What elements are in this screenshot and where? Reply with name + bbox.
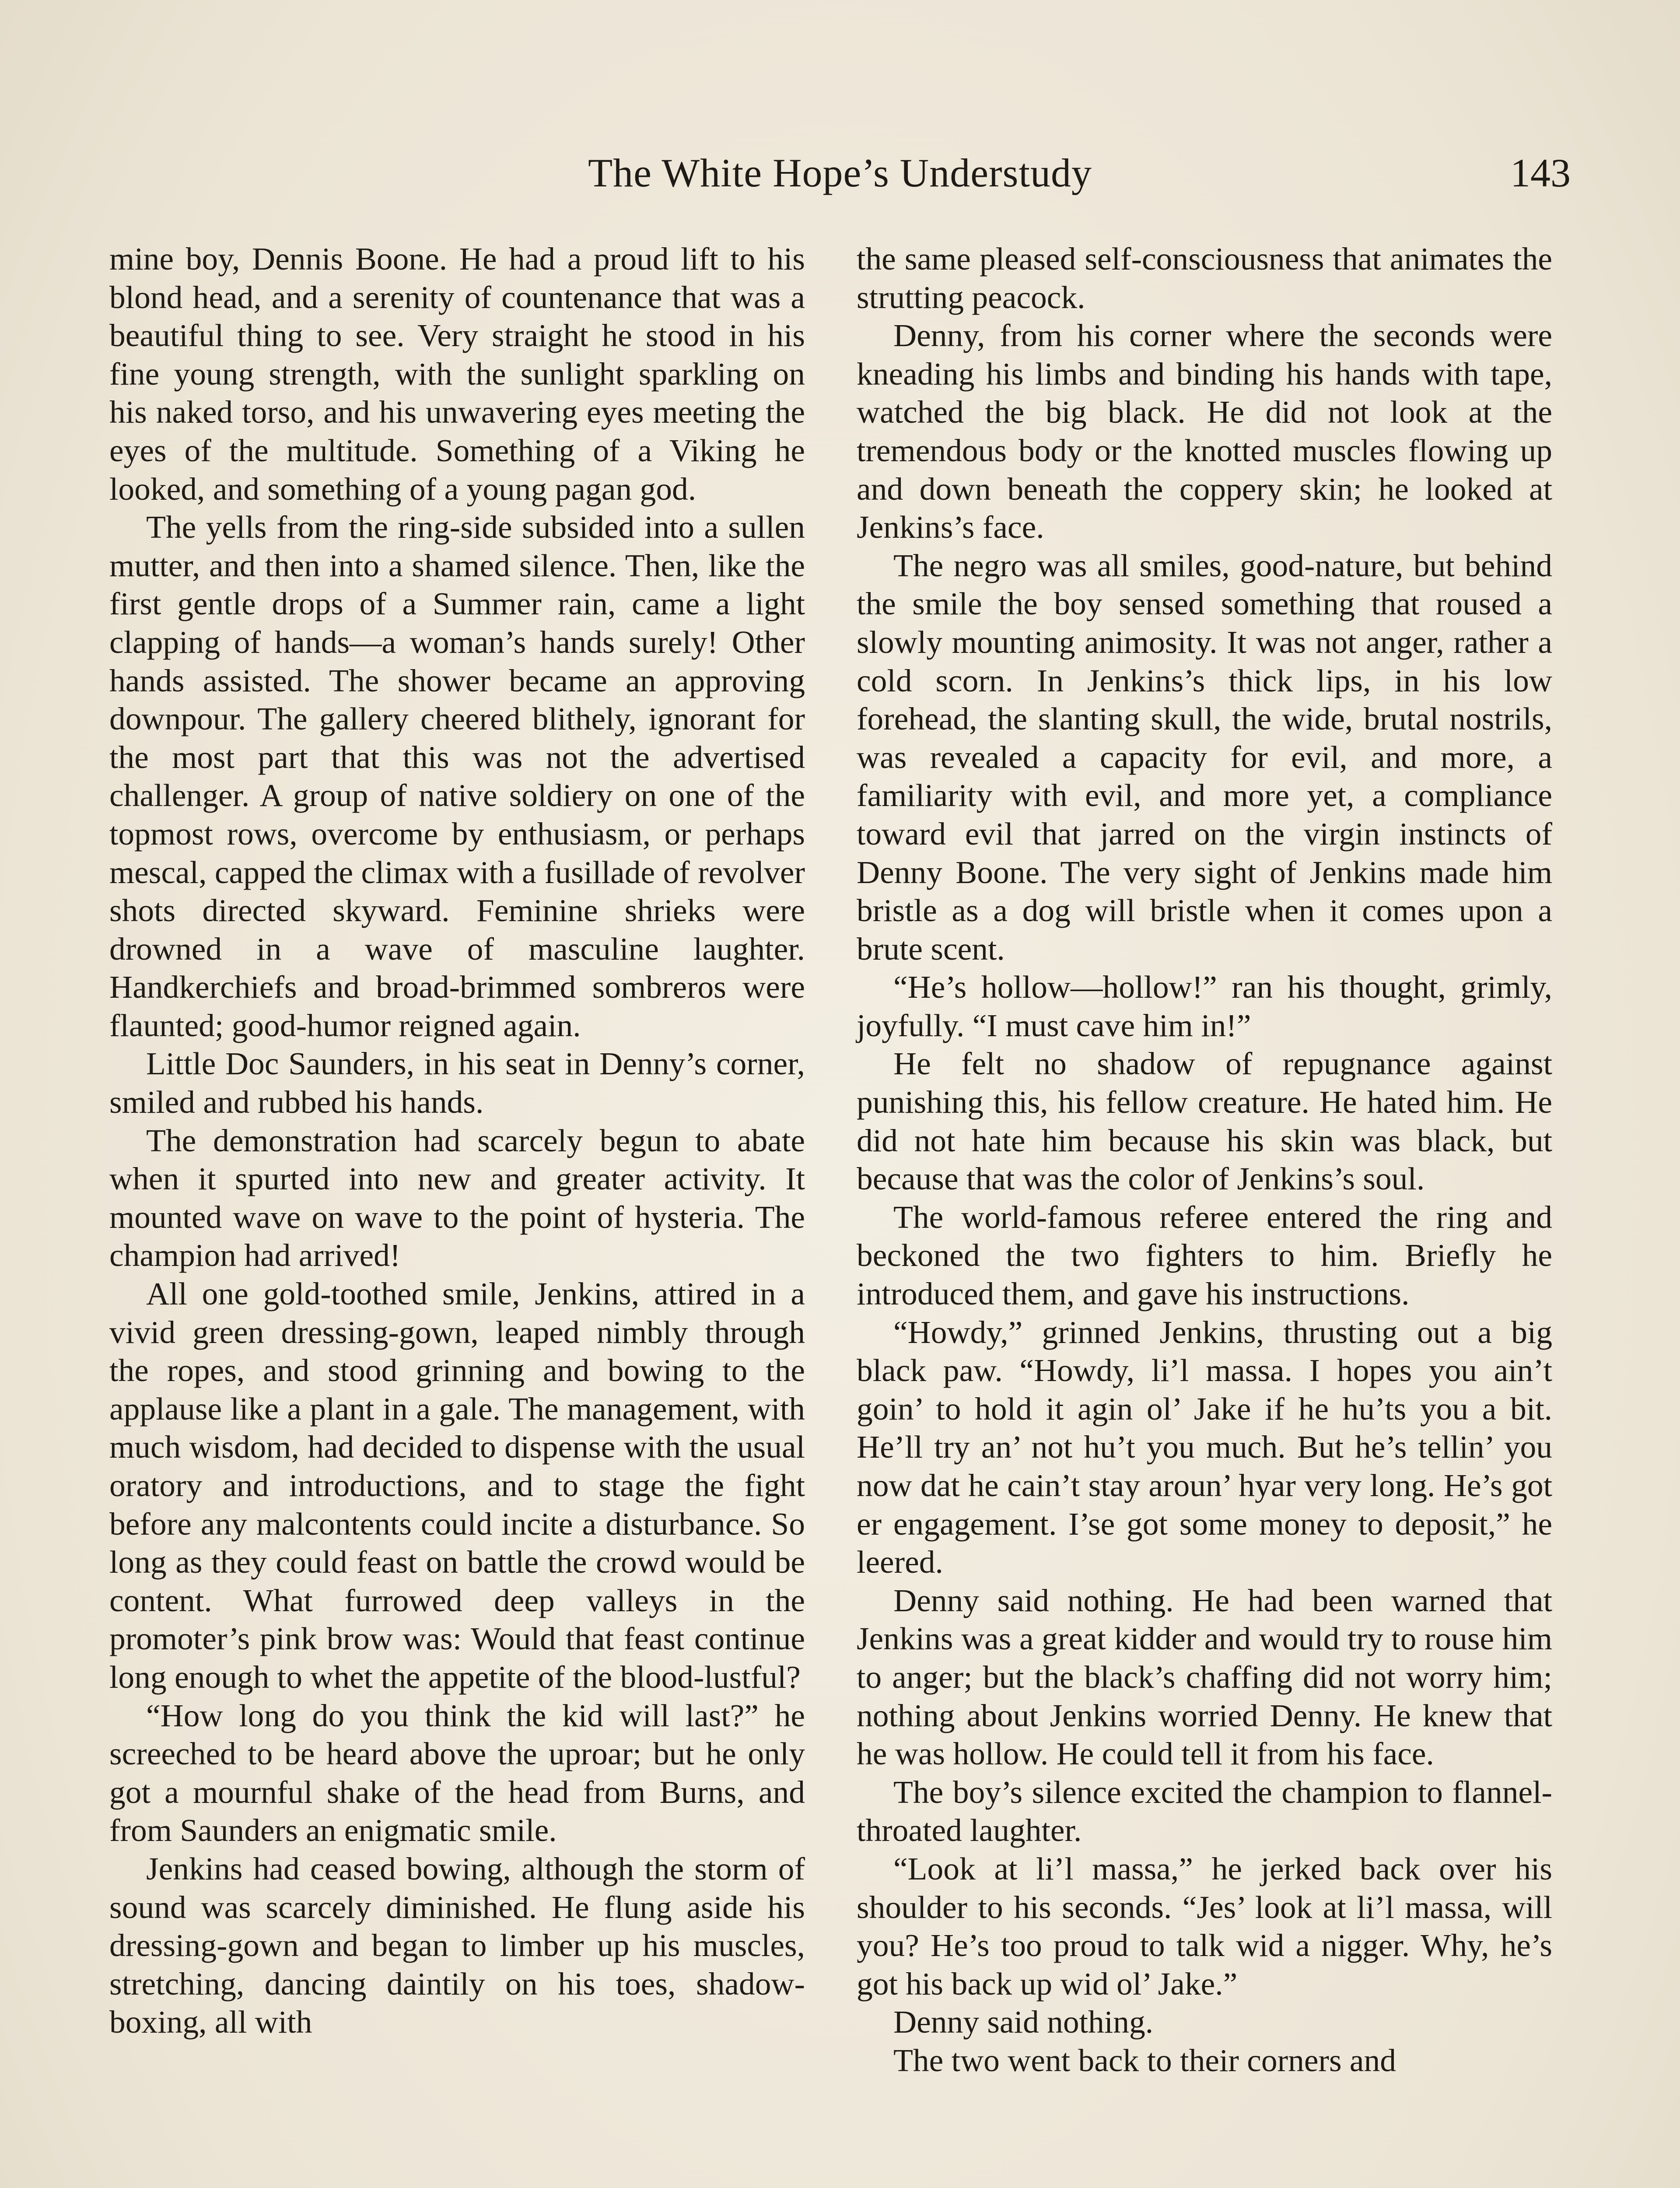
running-title: The White Hope’s Understudy — [588, 151, 1092, 195]
paragraph: The negro was all smiles, good-nature, but behind the smile the boy sensed something that roused a slowly mounting animosity. It was not anger, rather a cold scorn. In Jenkins’s thick lips, in his low forehead, the slanting skull, the wide, brutal nostrils, was revealed a capacity for evil, and more, a familiarity with evil, and more yet, a compliance toward evil that jarred on the virgin instincts of Denny Boone. The very sight of Jenkins made him bristle as a dog will bristle when it comes upon a brute scent. — [857, 547, 1552, 967]
paragraph: The world-famous referee entered the ring and beckoned the two fighters to him. Briefly he introduced them, and gave his instructions. — [857, 1199, 1552, 1312]
paragraph: The boy’s silence excited the champion to flannel-throated laughter. — [857, 1774, 1552, 1848]
running-header — [109, 144, 1571, 201]
paragraph: “How long do you think the kid will last?” he screeched to be heard above the uproar; but he only got a mournful shake of the head from Burns, and from Saunders an enigmatic smile. — [109, 1697, 805, 1848]
page-number: 143 — [1510, 151, 1571, 195]
paragraph: He felt no shadow of repugnance against punishing this, his fellow creature. He hated him. He did not hate him because his skin was black, but because that was the color of Jenkins’s soul. — [857, 1046, 1552, 1197]
paragraph: The yells from the ring-side subsided into a sullen mutter, and then into a shamed silence. Then, like the first gentle drops of a Summer rain, came a light clapping of hands—a woman’s hands surely! Other hands assisted. The shower became an approving downpour. The gallery cheered blithely, ignorant for the most part that this was not the advertised challenger. A group of native soldiery on one of the topmost rows, overcome by enthusiasm, or perhaps mescal, capped the climax with a fusillade of revolver shots directed skyward. Feminine shrieks were drowned in a wave of masculine laughter. Handkerchiefs and broad-brimmed sombreros were flaunted; good-humor reigned again. — [109, 509, 805, 1043]
paragraph: “Look at li’l massa,” he jerked back over his shoulder to his seconds. “Jes’ look at li’l massa, will you? He’s too proud to talk wid a nigger. Why, he’s got his back up wid ol’ Jake.” — [857, 1851, 1552, 2002]
paragraph: Denny, from his corner where the seconds were kneading his limbs and binding his hands with tape, watched the big black. He did not look at the tremendous body or the knotted muscles flowing up and down beneath the coppery skin; he looked at Jenkins’s face. — [857, 318, 1552, 545]
paragraph: Denny said nothing. — [893, 2004, 1154, 2040]
paragraph: Denny said nothing. He had been warned that Jenkins was a great kidder and would try to rouse him to anger; but the black’s chaffing did not worry him; nothing about Jenkins worried Denny. He knew that he was hollow. He could tell it from his face. — [857, 1582, 1552, 1772]
paragraph: the same pleased self-consciousness that animates the strutting peacock. — [857, 241, 1552, 315]
paragraph: The two went back to their corners and — [893, 2042, 1396, 2078]
paragraph: Little Doc Saunders, in his seat in Denny’s corner, smiled and rubbed his hands. — [109, 1046, 805, 1120]
paragraph: mine boy, Dennis Boone. He had a proud lift to his blond head, and a serenity of countenance that was a beautiful thing to see. Very straight he stood in his fine young strength, with the sunlight sparkling on his naked torso, and his unwavering eyes meeting the eyes of the multitude. Something of a Viking he looked, and something of a young pagan god. — [109, 241, 805, 507]
left-column — [109, 240, 805, 2041]
paragraph: All one gold-toothed smile, Jenkins, attired in a vivid green dressing-gown, leaped nimbly through the ropes, and stood grinning and bowing to the applause like a plant in a gale. The management, with much wisdom, had decided to dispense with the usual oratory and introductions, and to stage the fight before any malcontents could incite a disturbance. So long as they could feast on battle the crowd would be content. What furrowed deep valleys in the promoter’s pink brow was: Would that feast continue long enough to whet the appetite of the blood-lustful? — [109, 1276, 805, 1695]
right-column — [857, 240, 1552, 2080]
paragraph: “He’s hollow—hollow!” ran his thought, grimly, joyfully. “I must cave him in!” — [857, 969, 1552, 1043]
paragraph: Jenkins had ceased bowing, although the storm of sound was scarcely diminished. He flung aside his dressing-gown and began to limber up his muscles, stretching, dancing daintily on his toes, shadow-boxing, all with — [109, 1851, 805, 2040]
paragraph: The demonstration had scarcely begun to abate when it spurted into new and greater activity. It mounted wave on wave to the point of hysteria. The champion had arrived! — [109, 1122, 805, 1273]
paragraph: “Howdy,” grinned Jenkins, thrusting out a big black paw. “Howdy, li’l massa. I hopes you ain’t goin’ to hold it agin ol’ Jake if he hu’ts you a bit. He’ll try an’ not hu’t you much. But he’s tellin’ you now dat he cain’t stay aroun’ hyar very long. He’s got er engagement. I’se got some money to deposit,” he leered. — [857, 1314, 1552, 1580]
